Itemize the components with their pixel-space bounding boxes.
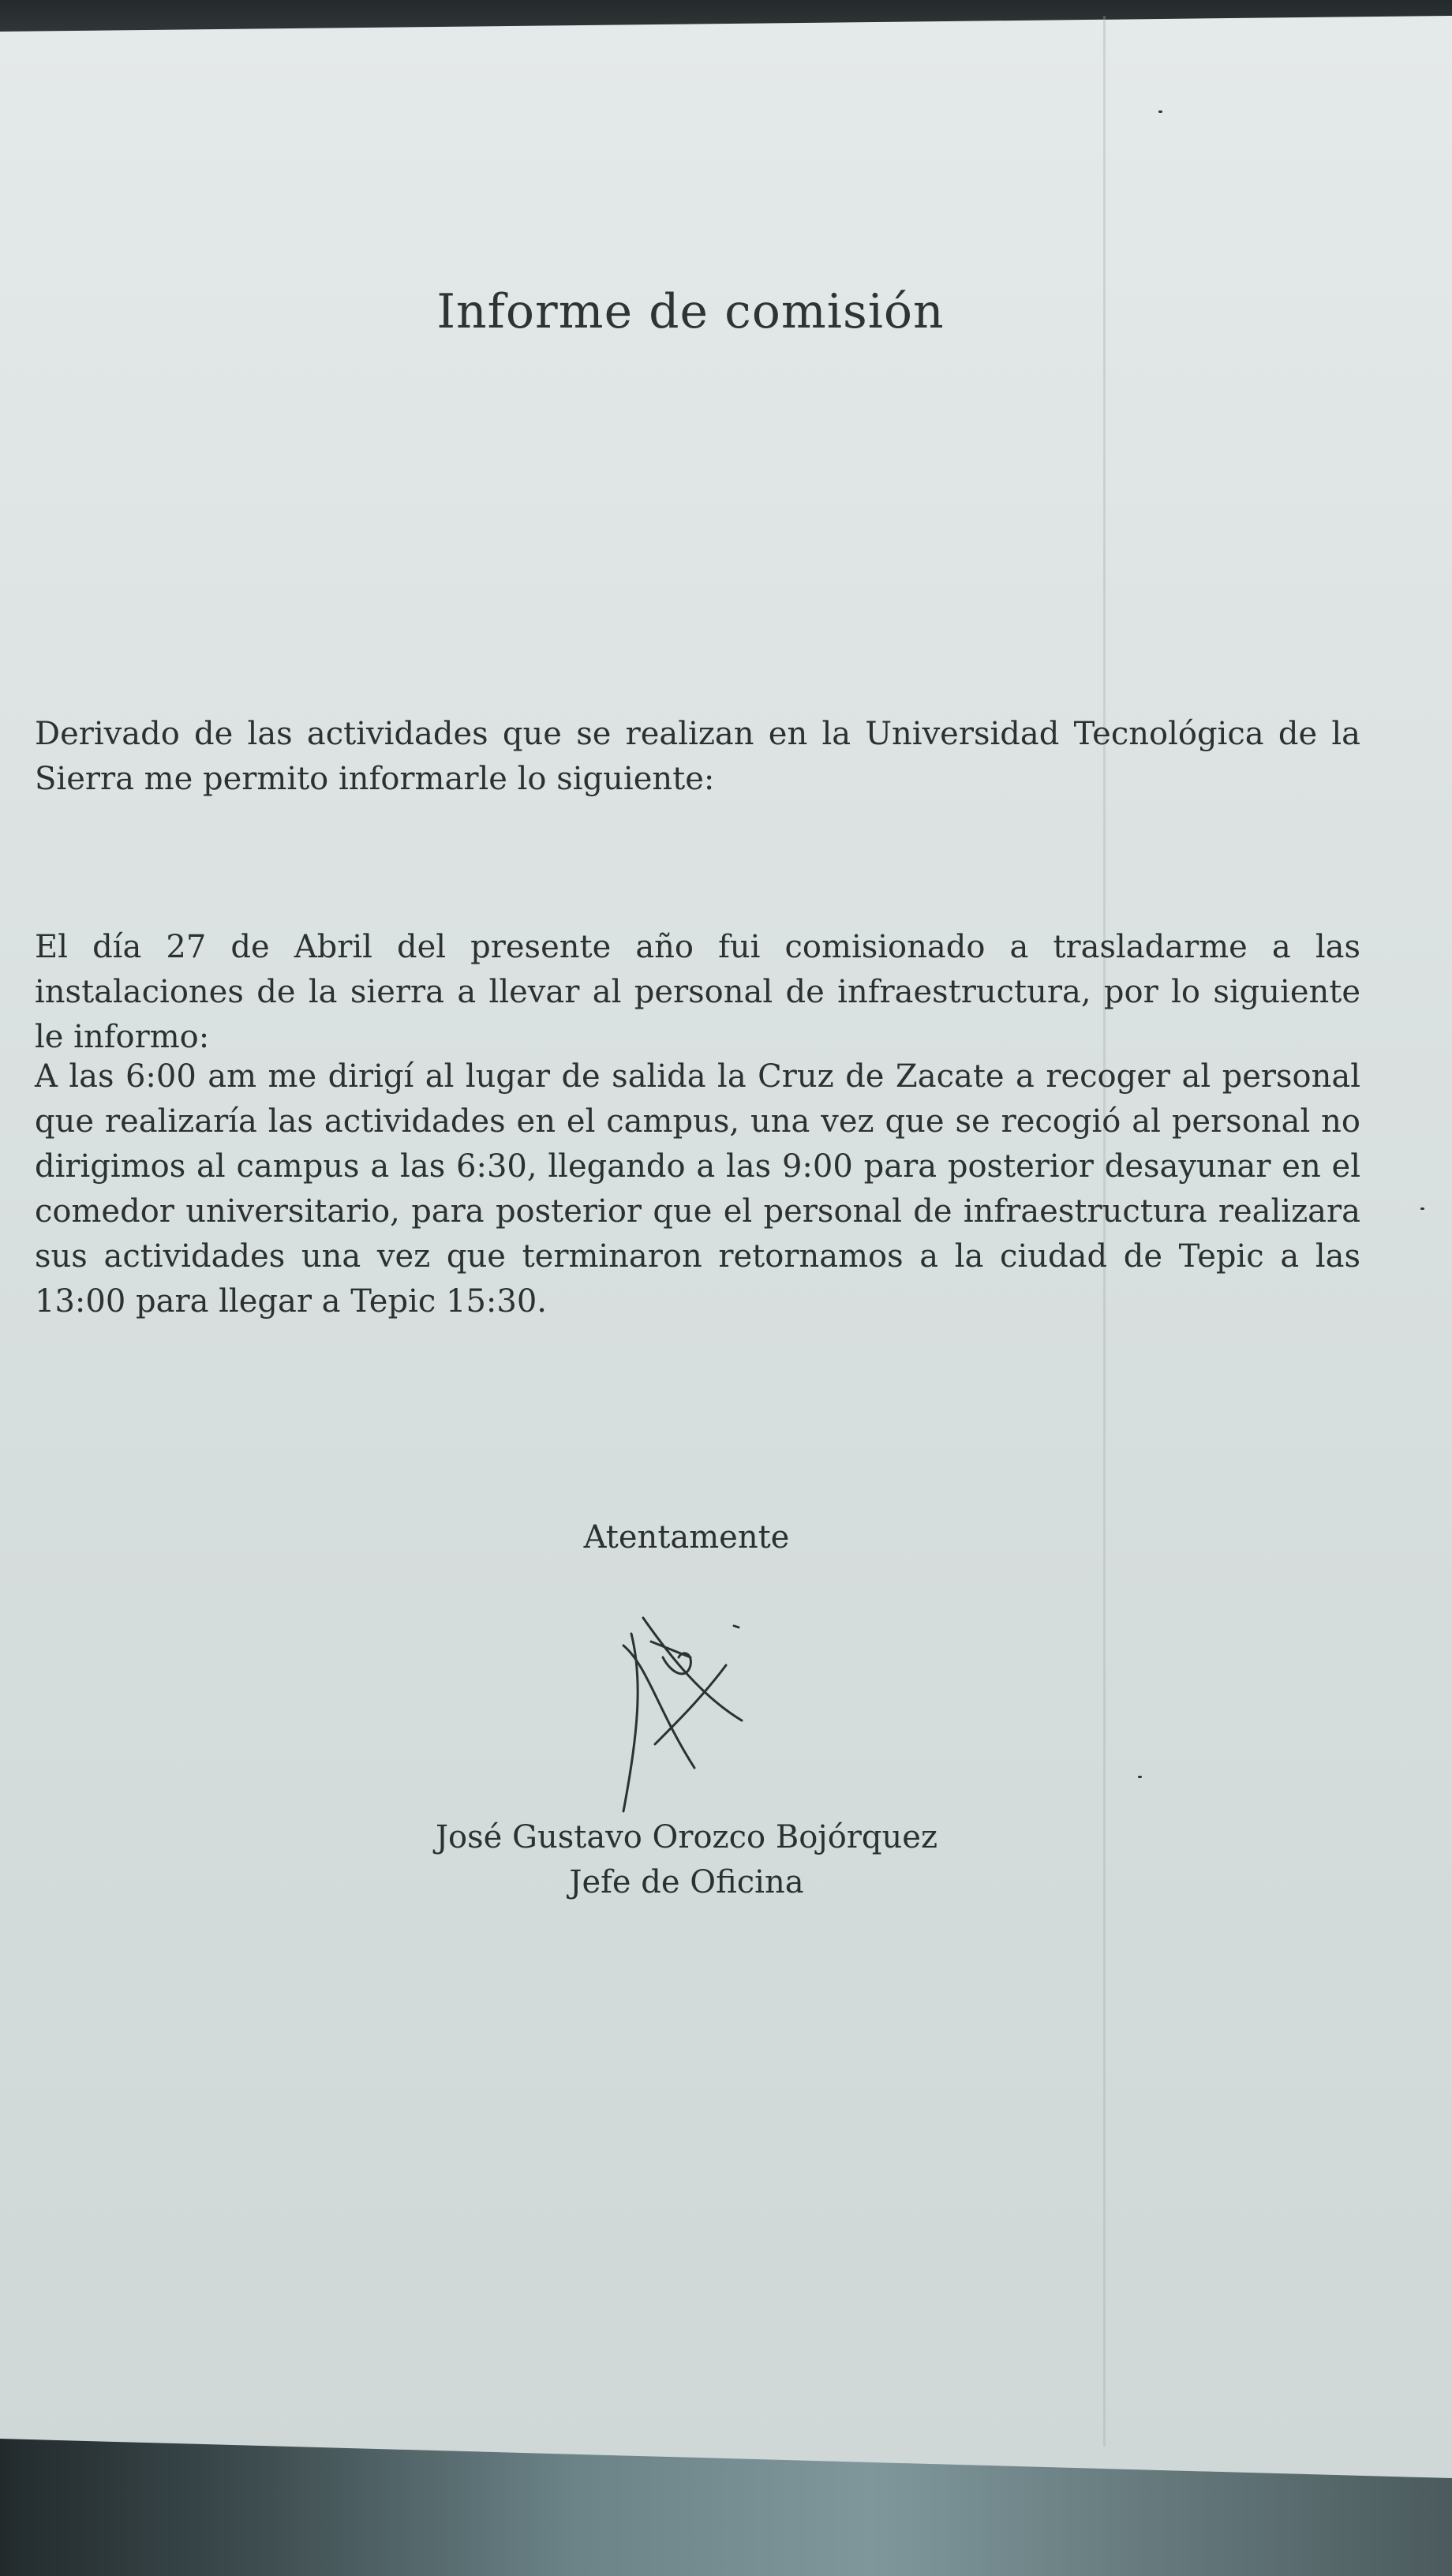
paragraph-commission: El día 27 de Abril del presente año fui comisionado a trasladarme a las instalaciones de la sierra a llevar al personal de infraestructura, por lo siguiente le informo:	[35, 929, 1360, 1055]
paragraph-intro: Derivado de las actividades que se realizan en la Universidad Tecnológica de la Sierra me permito informarle lo siguiente:	[35, 716, 1360, 797]
handwritten-signature	[616, 1610, 773, 1815]
signer-name: José Gustavo Orozco Bojórquez	[435, 1819, 938, 1855]
paper-speck	[1420, 1208, 1424, 1210]
paper-speck	[1138, 1776, 1142, 1778]
signer-role: Jefe de Oficina	[569, 1864, 804, 1900]
paper-speck	[1158, 110, 1162, 113]
document-title: Informe de comisión	[436, 284, 945, 339]
paragraph-activities: A las 6:00 am me dirigí al lugar de salida la Cruz de Zacate a recoger al personal que realizaría las actividades en el campus, una vez que se recogió al personal no dirigimos al campus a las 6:30, llegando a las 9:00 para posterior desayunar en el comedor universitario, para posterior que el personal de infraestructura realizara sus actividades una vez que terminaron retornamos a la ciudad de Tepic a las 13:00 para llegar a Tepic 15:30.	[35, 1058, 1360, 1320]
closing-text: Atentamente	[583, 1519, 790, 1556]
